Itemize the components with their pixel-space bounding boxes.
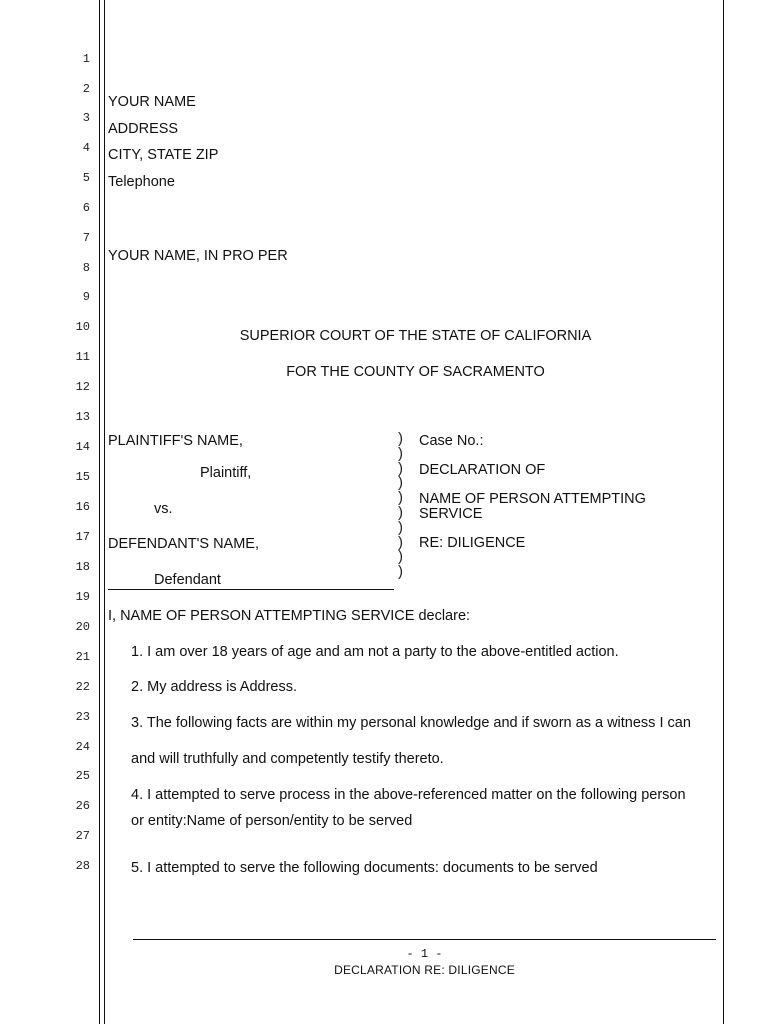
- attorney-address: ADDRESS: [108, 121, 179, 137]
- paragraph-5: 5. I attempted to serve the following documents: documents to be served: [131, 860, 598, 876]
- caption-underline: [108, 589, 394, 590]
- caption-paren: ): [398, 474, 403, 492]
- caption-paren: ): [398, 533, 403, 551]
- caption-paren: ): [398, 548, 403, 566]
- re-line: RE: DILIGENCE: [419, 535, 526, 551]
- attorney-phone: Telephone: [108, 174, 175, 190]
- line-number: 4: [82, 141, 90, 155]
- paragraph-4: 4. I attempted to serve process in the above-referenced matter on the following person: [131, 787, 686, 803]
- line-number: 17: [75, 530, 90, 544]
- court-name: SUPERIOR COURT OF THE STATE OF CALIFORNIA: [239, 328, 592, 344]
- caption-paren: ): [398, 518, 403, 536]
- line-number: 15: [75, 470, 90, 484]
- line-number: 19: [75, 590, 90, 604]
- left-margin-rule: [99, 0, 100, 1024]
- caption-divider: [398, 432, 408, 580]
- line-number: 27: [75, 829, 90, 843]
- case-number-label: Case No.:: [419, 433, 484, 449]
- line-number: 25: [75, 769, 90, 783]
- document-title-3: SERVICE: [419, 506, 483, 522]
- paragraph-3: 3. The following facts are within my personal knowledge and if sworn as a witness I can: [131, 715, 691, 731]
- caption-paren: ): [398, 489, 403, 507]
- declaration-intro: I, NAME OF PERSON ATTEMPTING SERVICE declare:: [108, 608, 471, 624]
- line-number: 12: [75, 380, 90, 394]
- line-number: 14: [75, 440, 90, 454]
- line-number: 21: [75, 650, 90, 664]
- caption-paren: ): [398, 444, 403, 462]
- attorney-city: CITY, STATE ZIP: [108, 147, 219, 163]
- caption-paren: ): [398, 430, 403, 447]
- line-number: 2: [82, 82, 90, 96]
- line-number: 13: [75, 410, 90, 424]
- attorney-name: YOUR NAME: [108, 94, 196, 110]
- line-number: 8: [82, 261, 90, 275]
- line-number: 16: [75, 500, 90, 514]
- document-title-1: DECLARATION OF: [419, 462, 546, 478]
- left-margin-rule-inner: [104, 0, 105, 1024]
- defendant-label: Defendant: [154, 572, 221, 588]
- plaintiff-name: PLAINTIFF'S NAME,: [108, 433, 243, 449]
- plaintiff-label: Plaintiff,: [200, 465, 252, 481]
- right-margin-rule: [723, 0, 724, 1024]
- line-number: 22: [75, 680, 90, 694]
- line-number: 9: [82, 290, 90, 304]
- line-number: 11: [75, 350, 90, 364]
- line-number: 23: [75, 710, 90, 724]
- line-number: 1: [82, 52, 90, 66]
- line-number: 10: [75, 320, 90, 334]
- footer-rule: [133, 939, 716, 940]
- defendant-name: DEFENDANT'S NAME,: [108, 536, 260, 552]
- caption-paren: ): [398, 503, 403, 521]
- paragraph-3-cont: and will truthfully and competently testify thereto.: [131, 751, 444, 767]
- line-number: 20: [75, 620, 90, 634]
- line-number: 28: [75, 859, 90, 873]
- page-number: - 1 -: [406, 947, 443, 961]
- line-number: 3: [82, 111, 90, 125]
- pro-per-line: YOUR NAME, IN PRO PER: [108, 248, 288, 264]
- versus: vs.: [154, 501, 173, 517]
- footer-title: DECLARATION RE: DILIGENCE: [334, 963, 515, 977]
- line-number: 26: [75, 799, 90, 813]
- caption-paren: ): [398, 459, 403, 477]
- line-number: 24: [75, 740, 90, 754]
- line-number: 7: [82, 231, 90, 245]
- court-county: FOR THE COUNTY OF SACRAMENTO: [286, 364, 545, 380]
- paragraph-2: 2. My address is Address.: [131, 679, 298, 695]
- paragraph-4-cont: or entity:Name of person/entity to be served: [131, 813, 413, 829]
- document-title-2: NAME OF PERSON ATTEMPTING: [419, 491, 646, 507]
- line-number: 18: [75, 560, 90, 574]
- line-number: 6: [82, 201, 90, 215]
- paragraph-1: 1. I am over 18 years of age and am not a party to the above-entitled action.: [131, 644, 619, 660]
- line-number: 5: [82, 171, 90, 185]
- caption-paren: ): [398, 563, 403, 581]
